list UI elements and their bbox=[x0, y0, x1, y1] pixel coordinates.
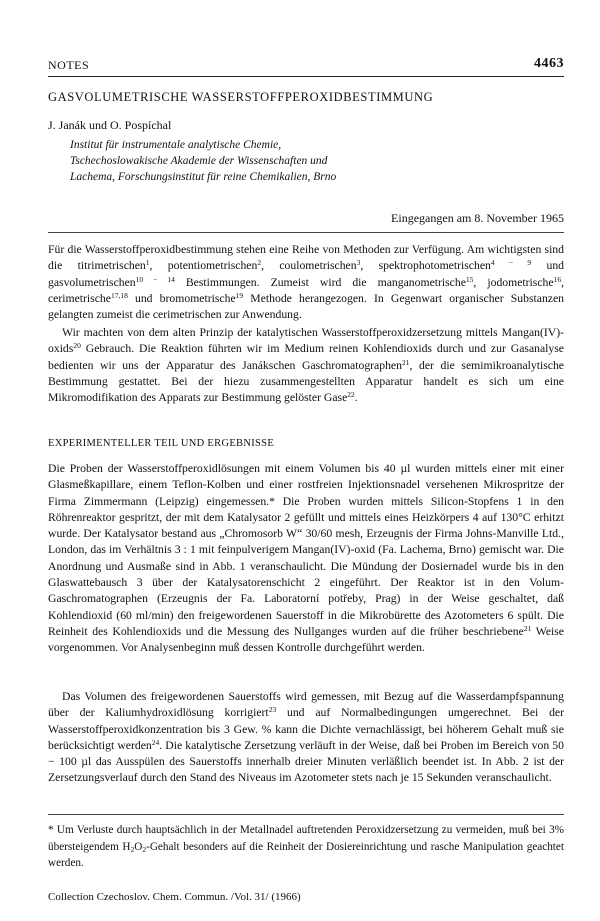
reference-superscript: 19 bbox=[235, 290, 244, 300]
text-run: Für die Wasserstoffperoxidbestimmung stehen eine Reihe von Methoden zur Verfügung. Am wichtigsten sind die titrimetrischen bbox=[48, 243, 564, 273]
footnote-rule bbox=[48, 814, 564, 815]
reference-superscript: 10 − 14 bbox=[135, 274, 175, 284]
reference-superscript: 21 bbox=[523, 623, 532, 633]
reference-superscript: 21 bbox=[401, 357, 410, 367]
header-rule bbox=[48, 76, 564, 77]
experimental-paragraph-1 bbox=[48, 461, 564, 657]
text-run: -Gehalt besonders auf die Reinheit der Dosiereinrichtung und rasche Manipulation geachtet werden. bbox=[48, 840, 564, 869]
journal-reference: Collection Czechoslov. Chem. Commun. /Vol. 31/ (1966) bbox=[48, 891, 301, 903]
affiliation-line: Lachema, Forschungsinstitut für reine Chemikalien, Brno bbox=[70, 171, 337, 183]
text-run: Bestimmungen. Zumeist wird die manganometrische bbox=[174, 275, 466, 289]
reference-superscript: 16 bbox=[553, 274, 562, 284]
article-title: GASVOLUMETRISCHE WASSERSTOFFPEROXIDBESTIMMUNG bbox=[48, 90, 434, 104]
text-run: , coulometrischen bbox=[261, 259, 357, 273]
affiliation-line: Tschechoslowakische Akademie der Wissenschaften und bbox=[70, 155, 328, 167]
reference-superscript: 1 bbox=[145, 258, 150, 268]
reference-superscript: 3 bbox=[356, 258, 361, 268]
reference-superscript: 17,18 bbox=[110, 290, 128, 300]
section-heading: EXPERIMENTELLER TEIL UND ERGEBNISSE bbox=[48, 438, 275, 449]
text-run: . bbox=[354, 391, 358, 405]
reference-superscript: 22 bbox=[347, 390, 355, 400]
text-run: * Um Verluste durch hauptsächlich in der Metallnadel auftretenden Peroxidzersetzung zu vermeiden, muß bei 3% übersteigendem H bbox=[48, 824, 564, 853]
article-authors: J. Janák und O. Pospíchal bbox=[48, 118, 172, 132]
intro-paragraph-2 bbox=[48, 325, 564, 406]
footnote bbox=[48, 822, 564, 872]
text-run: O bbox=[134, 840, 143, 853]
text-run: Methode herangezogen. In Gegenwart organischer Substanzen gelangten zumeist die cerimetrischen zur Anwendung. bbox=[48, 291, 565, 322]
reference-superscript: 24 bbox=[151, 737, 160, 747]
affiliation bbox=[70, 137, 564, 185]
reference-superscript: 2 bbox=[257, 258, 262, 268]
reference-superscript: 15 bbox=[465, 274, 474, 284]
running-head bbox=[48, 58, 564, 76]
received-date: Eingegangen am 8. November 1965 bbox=[391, 211, 564, 225]
intro-paragraph-1 bbox=[48, 242, 564, 323]
text-run: Die Proben der Wasserstoffperoxidlösungen mit einem Volumen bis 40 µl wurden mittels einer mit einer Glasmeßkapillare, einem Teflon-Kolben und einer rostfreien Injektionsnadel versehenen Mikrospritze der Firma Zimmermann (Leipzig) eingemessen.* Die Proben wurden mittels Silicon-Stopfens 1 in den Röhrenreaktor gespritzt, der mit dem Katalysator 2 gefüllt und mittels eines Heizkörpers 4 auf 130°C erhitzt wurde. Der Katalysator bestand aus „Chromosorb W“ 30/60 mesh, Erzeugnis der Firma Johns-Manville Ltd., London, das im Verhältnis 3 : 1 mit feinpulverigem Mangan(IV)-oxid (Fa. Lachema, Brno) gemischt war. Die Anordnung und Ausmaße sind in Abb. 1 veranschaulicht. Die Mündung der Dosiernadel wurde bis in den Glaswattebausch 3 über der Katalysatorenschicht 2 eingeführt. Der Reaktor ist in den Volum-Gaschromatographen (Erzeugnis der Fa. Laboratorní potřeby, Prag) in der Weise geschaltet, daß Kohlendioxid (60 ml/min) den freigewordenen Sauerstoff in die Mikrobürette des Azotometers 6 spült. Die Reinheit des Kohlendioxids und die Messung des Nullganges wurden auf die früher beschriebene bbox=[48, 462, 564, 638]
text-run: , potentiometrischen bbox=[149, 259, 258, 273]
reference-superscript: 4 − 9 bbox=[490, 258, 532, 268]
document-page bbox=[48, 0, 564, 921]
experimental-paragraph-2 bbox=[48, 689, 564, 787]
text-run: und auf Normalbedingungen umgerechnet. Bei der Wasserstoffperoxidkonzentration bis 3 Gew. % kann die Dichte vernachlässigt, bei höherem Gehalt muß sie berücksichtigt werden bbox=[48, 706, 564, 752]
text-run: , der die semimikroanalytische Bestimmung gestattet. Bei der hiezu zusammengestellten Apparatur handelt es sich um eine Mikromodifikation des Apparats zur Bestimmung gelöster Gase bbox=[48, 358, 564, 405]
text-run: . Die katalytische Zersetzung verläuft in der Weise, daß bei Proben im Bereich von 50 − 100 µl das Ausspülen des Sauerstoffs innerhalb dreier Minuten verläßlich beendet ist. In Abb. 2 ist der Zersetzungsverlauf durch den Stand des Niveaus im Azotometer stets nach je 15 Sekunden veranschaulicht. bbox=[48, 738, 564, 785]
text-run: , jodometrische bbox=[473, 275, 554, 289]
affiliation-line: Institut für instrumentale analytische Chemie, bbox=[70, 139, 282, 151]
reference-superscript: 23 bbox=[268, 705, 277, 715]
text-run: Weise vorgenommen. Vor Analysenbeginn muß dessen Kontrolle durchgeführt werden. bbox=[48, 624, 564, 655]
section-label: NOTES bbox=[48, 58, 90, 72]
text-run: und gasvolumetrischen bbox=[48, 259, 565, 289]
section-rule bbox=[48, 232, 564, 233]
chemical-subscript: 2 bbox=[142, 844, 147, 854]
text-run: Wir machten von dem alten Prinzip der katalytischen Wasserstoffperoxidzersetzung mittels Mangan(IV)-oxids bbox=[48, 326, 564, 356]
reference-superscript: 20 bbox=[73, 341, 81, 351]
text-run: , cerimetrische bbox=[48, 275, 564, 305]
page-number: 4463 bbox=[534, 56, 564, 71]
text-run: und bromometrische bbox=[127, 291, 236, 305]
chemical-subscript: 2 bbox=[130, 844, 135, 854]
text-run: , spektrophotometrischen bbox=[360, 259, 491, 273]
text-run: Das Volumen des freigewordenen Sauerstoffs wird gemessen, mit Bezug auf die Wasserdampfspannung über der Kaliumhydroxidlösung korrigiert bbox=[48, 690, 564, 720]
text-run: Gebrauch. Die Reaktion führten wir im Medium reinen Kohlendioxids durch und zur Gasanalyse bedienten wir uns der Apparatur des Janákschen Gaschromatographen bbox=[48, 342, 564, 372]
